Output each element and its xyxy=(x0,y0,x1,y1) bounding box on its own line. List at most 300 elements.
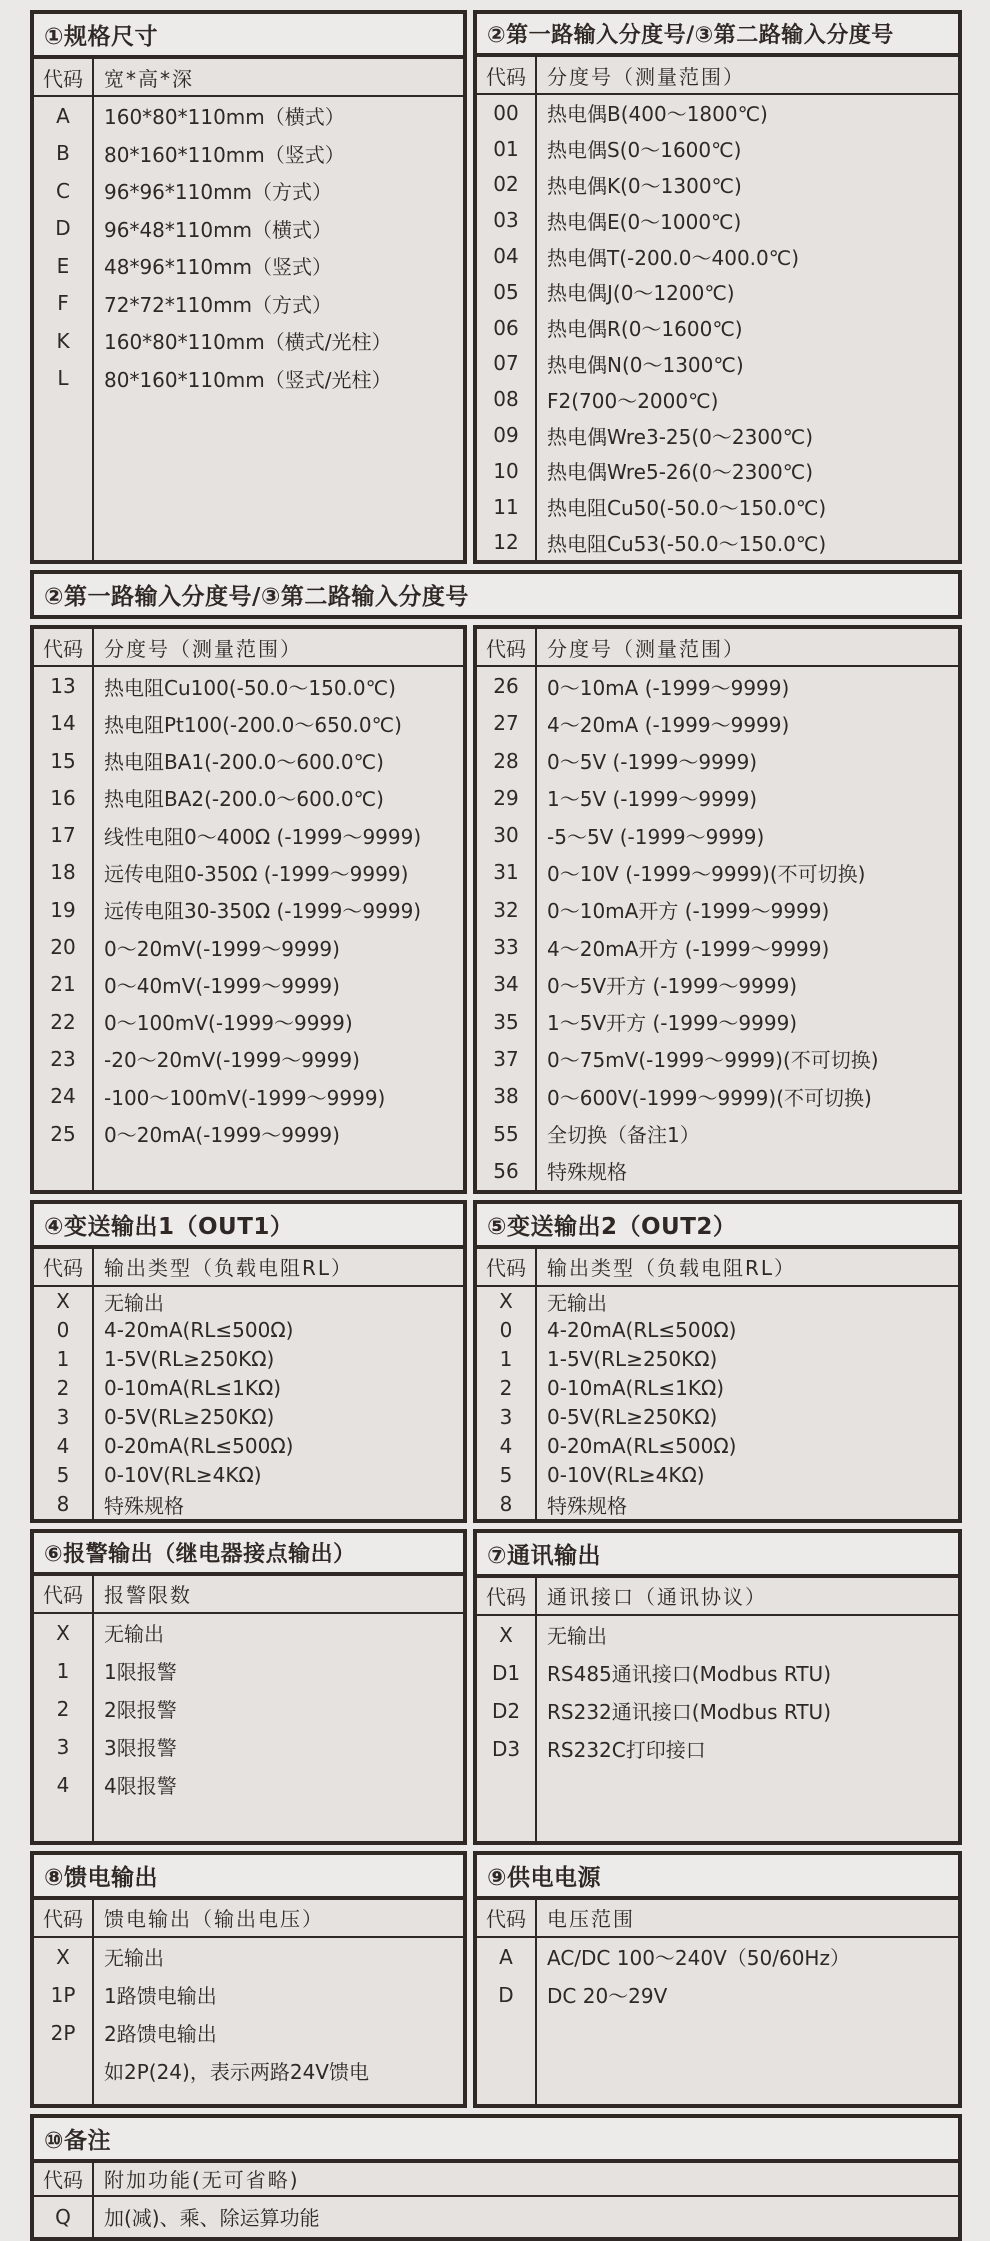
column-header-row xyxy=(477,1900,958,1938)
code-column-header: 代码 xyxy=(43,2168,83,2193)
table-row xyxy=(477,310,958,346)
desc-cell: AC/DC 100～240V（50/60Hz） xyxy=(547,1946,850,1971)
desc-cell: -100～100mV(-1999～9999) xyxy=(104,1085,386,1110)
table-row xyxy=(34,928,463,965)
table-row xyxy=(477,966,958,1003)
column-header-row xyxy=(34,1900,463,1938)
code-cell: 00 xyxy=(493,100,519,125)
table-row xyxy=(477,1287,958,1316)
desc-cell: 无输出 xyxy=(104,1946,164,1971)
table-row xyxy=(34,1938,463,1976)
desc-cell: 无输出 xyxy=(104,1290,164,1315)
code-cell: B xyxy=(56,141,70,166)
code-cell: 3 xyxy=(56,1734,70,1759)
table-row xyxy=(477,1115,958,1152)
desc-cell: 0～100mV(-1999～9999) xyxy=(104,1011,353,1036)
code-cell: 4 xyxy=(56,1772,70,1797)
desc-cell: 热电偶T(-200.0～400.0℃) xyxy=(547,245,800,270)
code-cell: 22 xyxy=(50,1009,76,1034)
code-cell: 3 xyxy=(56,1405,70,1430)
table-row xyxy=(34,1040,463,1077)
table-row xyxy=(477,95,958,131)
table-row xyxy=(477,453,958,489)
code-cell: 4 xyxy=(56,1434,70,1459)
table-row xyxy=(477,928,958,965)
table-body xyxy=(477,95,958,560)
section-input-range-right xyxy=(473,625,962,1193)
table-row xyxy=(34,1432,463,1461)
table-body xyxy=(477,1287,958,1519)
code-cell: L xyxy=(57,366,69,391)
table-row xyxy=(477,1616,958,1654)
code-cell: 0 xyxy=(56,1318,70,1343)
desc-cell: 96*96*110mm（方式） xyxy=(104,180,333,205)
table-body xyxy=(477,667,958,1189)
desc-cell: 4-20mA(RL≤500Ω) xyxy=(547,1318,737,1343)
column-divider xyxy=(92,1576,94,1841)
desc-cell: 全切换（备注1） xyxy=(547,1123,700,1148)
code-cell: X xyxy=(56,1944,70,1969)
desc-cell: 80*160*110mm（竖式/光柱） xyxy=(104,367,392,392)
table-row xyxy=(34,667,463,704)
code-cell: 15 xyxy=(50,748,76,773)
code-cell: 2 xyxy=(56,1696,70,1721)
table-row xyxy=(34,1316,463,1345)
column-header-row xyxy=(34,59,463,97)
desc-cell: 160*80*110mm（横式） xyxy=(104,105,345,130)
column-divider xyxy=(535,57,537,560)
desc-cell: 热电偶N(0～1300℃) xyxy=(547,352,744,377)
desc-cell: 0～5V (-1999～9999) xyxy=(547,750,758,775)
column-divider xyxy=(535,629,537,1189)
table-row xyxy=(34,2197,958,2237)
table-body xyxy=(477,1616,958,1841)
table-row xyxy=(477,525,958,561)
code-cell: X xyxy=(499,1622,513,1647)
table-body xyxy=(34,1938,463,2104)
desc-cell: 2路馈电输出 xyxy=(104,2022,217,2047)
table-row xyxy=(34,2052,463,2090)
code-cell: 32 xyxy=(493,897,519,922)
desc-cell: 热电阻Pt100(-200.0～650.0℃) xyxy=(104,712,402,737)
code-cell: 14 xyxy=(50,711,76,736)
code-cell: 28 xyxy=(493,748,519,773)
column-header-row xyxy=(477,57,958,95)
table-row xyxy=(34,2014,463,2052)
desc-cell: 0-20mA(RL≤500Ω) xyxy=(104,1434,294,1459)
desc-column-header: 分度号（测量范围） xyxy=(104,636,302,661)
table-row xyxy=(34,742,463,779)
table-row xyxy=(477,202,958,238)
desc-cell: RS485通讯接口(Modbus RTU) xyxy=(547,1662,832,1687)
column-divider xyxy=(92,2163,94,2237)
code-cell: 04 xyxy=(493,244,519,269)
desc-cell: 1～5V (-1999～9999) xyxy=(547,787,758,812)
code-cell: 10 xyxy=(493,458,519,483)
code-cell: 2 xyxy=(56,1376,70,1401)
section-remarks-title: ⑩备注 xyxy=(34,2118,958,2163)
section-input-range-top xyxy=(473,10,962,564)
table-row xyxy=(34,1374,463,1403)
desc-cell: 无输出 xyxy=(104,1622,164,1647)
code-cell: 2P xyxy=(50,2020,76,2045)
desc-cell: 无输出 xyxy=(547,1290,607,1315)
section-input-range-continued-header xyxy=(30,570,962,619)
desc-column-header: 宽*高*深 xyxy=(104,66,194,91)
table-row xyxy=(34,966,463,1003)
desc-cell: 0～600V(-1999～9999)(不可切换) xyxy=(547,1085,872,1110)
table-row xyxy=(34,322,463,360)
section-remarks xyxy=(30,2114,962,2241)
table-row xyxy=(34,1345,463,1374)
code-cell: 34 xyxy=(493,972,519,997)
code-cell: X xyxy=(56,1620,70,1645)
table-row xyxy=(34,1403,463,1432)
code-cell: 05 xyxy=(493,279,519,304)
desc-cell: 热电阻BA1(-200.0～600.0℃) xyxy=(104,750,384,775)
code-cell: 19 xyxy=(50,897,76,922)
input-range-right-table xyxy=(477,629,958,1189)
desc-cell: 远传电阻0-350Ω (-1999～9999) xyxy=(104,861,409,886)
desc-cell: 0-5V(RL≥250KΩ) xyxy=(104,1405,275,1430)
table-row xyxy=(34,210,463,248)
desc-cell: 热电阻Cu100(-50.0～150.0℃) xyxy=(104,675,396,700)
spec-size-table xyxy=(34,59,463,560)
desc-column-header: 输出类型（负载电阻RL） xyxy=(547,1256,797,1281)
desc-cell: 2限报警 xyxy=(104,1698,177,1723)
column-divider xyxy=(92,1900,94,2104)
desc-cell: 特殊规格 xyxy=(547,1493,627,1518)
table-row xyxy=(477,1152,958,1189)
code-cell: 1 xyxy=(56,1658,70,1683)
code-cell: 09 xyxy=(493,423,519,448)
section-retransmission-out2 xyxy=(473,1200,962,1523)
code-cell: 1 xyxy=(56,1347,70,1372)
desc-cell: 1～5V开方 (-1999～9999) xyxy=(547,1011,798,1036)
code-cell: 24 xyxy=(50,1084,76,1109)
section-out1-title: ④变送输出1（OUT1） xyxy=(34,1204,463,1249)
column-divider xyxy=(92,59,94,560)
code-cell: 18 xyxy=(50,860,76,885)
band-3 xyxy=(30,625,962,1193)
section-power-supply-title: ⑨供电电源 xyxy=(477,1855,958,1900)
code-column-header: 代码 xyxy=(43,636,83,661)
code-cell: 12 xyxy=(493,530,519,555)
code-cell: D1 xyxy=(491,1660,521,1685)
desc-cell: 热电偶Wre3-25(0～2300℃) xyxy=(547,424,814,449)
code-cell: F xyxy=(57,291,69,316)
code-cell: D2 xyxy=(491,1698,521,1723)
table-row xyxy=(477,1692,958,1730)
desc-cell: F2(700～2000℃) xyxy=(547,388,719,413)
desc-cell: 0～20mA(-1999～9999) xyxy=(104,1123,340,1148)
desc-cell: 3限报警 xyxy=(104,1736,177,1761)
code-column-header: 代码 xyxy=(43,66,83,91)
desc-cell: 1限报警 xyxy=(104,1660,177,1685)
code-cell: 25 xyxy=(50,1121,76,1146)
desc-cell: 0-20mA(RL≤500Ω) xyxy=(547,1434,737,1459)
table-row xyxy=(34,1115,463,1152)
section-input-range-top-title: ②第一路输入分度号/③第二路输入分度号 xyxy=(477,14,958,57)
code-cell: 8 xyxy=(499,1492,513,1517)
code-cell: 55 xyxy=(493,1121,519,1146)
table-row xyxy=(34,285,463,323)
input-range-left-table xyxy=(34,629,463,1189)
table-row xyxy=(477,1432,958,1461)
desc-cell: 0～10mA (-1999～9999) xyxy=(547,675,790,700)
band-2 xyxy=(30,570,962,619)
section-input-range-left xyxy=(30,625,467,1193)
desc-cell: 0-5V(RL≥250KΩ) xyxy=(547,1405,718,1430)
band-4 xyxy=(30,1200,962,1523)
section-retransmission-out1 xyxy=(30,1200,467,1523)
table-row xyxy=(477,417,958,453)
desc-cell: 热电偶E(0～1000℃) xyxy=(547,209,742,234)
table-row xyxy=(34,891,463,928)
code-cell: 56 xyxy=(493,1158,519,1183)
code-cell: 01 xyxy=(493,136,519,161)
table-row xyxy=(477,817,958,854)
desc-cell: 热电偶B(400～1800℃) xyxy=(547,102,768,127)
table-row xyxy=(34,1976,463,2014)
code-cell: 30 xyxy=(493,823,519,848)
ordering-code-sheet xyxy=(30,10,962,2241)
table-row xyxy=(477,381,958,417)
desc-cell: 热电阻Cu53(-50.0～150.0℃) xyxy=(547,531,827,556)
code-cell: 06 xyxy=(493,315,519,340)
desc-cell: 加(减)、乘、除运算功能 xyxy=(104,2206,320,2231)
column-header-row xyxy=(34,2163,958,2197)
code-column-header: 代码 xyxy=(486,1907,526,1932)
desc-cell: 0-10V(RL≥4KΩ) xyxy=(547,1463,705,1488)
code-cell: 8 xyxy=(56,1492,70,1517)
column-divider xyxy=(535,1249,537,1519)
desc-cell: 4～20mA开方 (-1999～9999) xyxy=(547,936,830,961)
communication-table xyxy=(477,1578,958,1841)
table-row xyxy=(34,1003,463,1040)
desc-column-header: 通讯接口（通讯协议） xyxy=(547,1585,767,1610)
table-row xyxy=(477,1461,958,1490)
code-cell: 16 xyxy=(50,785,76,810)
code-cell: 13 xyxy=(50,674,76,698)
power-supply-table xyxy=(477,1900,958,2104)
desc-cell: 热电偶R(0～1600℃) xyxy=(547,317,743,342)
desc-cell: 如2P(24)，表示两路24V馈电 xyxy=(104,2060,369,2085)
table-row xyxy=(34,779,463,816)
section-feed-power-output xyxy=(30,1851,467,2108)
table-row xyxy=(477,1403,958,1432)
band-5 xyxy=(30,1529,962,1845)
table-row xyxy=(477,238,958,274)
code-cell: 27 xyxy=(493,711,519,736)
code-cell: 0 xyxy=(499,1318,513,1343)
desc-cell: 无输出 xyxy=(547,1624,607,1649)
table-row xyxy=(477,705,958,742)
code-cell: 26 xyxy=(493,674,519,698)
code-cell: A xyxy=(56,103,70,128)
input-range-top-table xyxy=(477,57,958,560)
desc-cell: 热电偶Wre5-26(0～2300℃) xyxy=(547,460,814,485)
table-body xyxy=(34,1287,463,1519)
code-cell: 5 xyxy=(499,1463,513,1488)
desc-cell: 4-20mA(RL≤500Ω) xyxy=(104,1318,294,1343)
code-cell: 29 xyxy=(493,785,519,810)
section-spec-size-title: ①规格尺寸 xyxy=(34,14,463,59)
table-row xyxy=(34,705,463,742)
desc-cell: 4限报警 xyxy=(104,1774,177,1799)
table-row xyxy=(34,247,463,285)
desc-cell: 0-10V(RL≥4KΩ) xyxy=(104,1463,262,1488)
table-row xyxy=(477,854,958,891)
column-divider xyxy=(535,1578,537,1841)
desc-cell: 0～20mV(-1999～9999) xyxy=(104,936,340,961)
code-cell: 23 xyxy=(50,1046,76,1071)
table-row xyxy=(34,360,463,398)
out1-table xyxy=(34,1249,463,1519)
desc-cell: 热电偶S(0～1600℃) xyxy=(547,138,742,163)
table-row xyxy=(34,854,463,891)
code-cell: 3 xyxy=(499,1405,513,1430)
desc-cell: 线性电阻0～400Ω (-1999～9999) xyxy=(104,824,422,849)
desc-cell: 特殊规格 xyxy=(547,1160,627,1185)
code-cell: X xyxy=(499,1289,513,1314)
table-row xyxy=(477,489,958,525)
code-cell: 21 xyxy=(50,972,76,997)
table-row xyxy=(477,1654,958,1692)
desc-cell: -5～5V (-1999～9999) xyxy=(547,824,765,849)
table-row xyxy=(477,167,958,203)
section-input-range-continued-title: ②第一路输入分度号/③第二路输入分度号 xyxy=(34,574,958,615)
code-cell: 02 xyxy=(493,172,519,197)
table-row xyxy=(34,1490,463,1519)
table-row xyxy=(477,274,958,310)
table-row xyxy=(34,1728,463,1766)
code-cell: Q xyxy=(55,2204,71,2229)
table-row xyxy=(477,1976,958,2014)
table-row xyxy=(34,1690,463,1728)
code-column-header: 代码 xyxy=(43,1256,83,1281)
table-row xyxy=(477,1345,958,1374)
code-cell: E xyxy=(56,253,70,278)
remarks-table xyxy=(34,2163,958,2237)
table-row xyxy=(34,1652,463,1690)
desc-cell: 1-5V(RL≥250KΩ) xyxy=(547,1347,718,1372)
table-body xyxy=(34,1614,463,1841)
band-6 xyxy=(30,1851,962,2108)
code-cell: 03 xyxy=(493,208,519,233)
column-divider xyxy=(92,629,94,1189)
table-row xyxy=(34,1078,463,1115)
desc-cell: 72*72*110mm（方式） xyxy=(104,292,333,317)
table-row xyxy=(34,1461,463,1490)
desc-cell: 0～40mV(-1999～9999) xyxy=(104,973,340,998)
desc-cell: 1-5V(RL≥250KΩ) xyxy=(104,1347,275,1372)
table-row xyxy=(477,779,958,816)
table-row xyxy=(477,891,958,928)
section-alarm-title: ⑥报警输出（继电器接点输出） xyxy=(34,1533,463,1576)
desc-column-header: 附加功能(无可省略) xyxy=(104,2168,300,2193)
table-row xyxy=(34,1614,463,1652)
desc-cell: 热电偶K(0～1300℃) xyxy=(547,173,742,198)
desc-cell: RS232C打印接口 xyxy=(547,1738,706,1763)
column-divider xyxy=(92,1249,94,1519)
table-row xyxy=(34,1766,463,1804)
alarm-table xyxy=(34,1576,463,1841)
desc-cell: 热电阻Cu50(-50.0～150.0℃) xyxy=(547,496,827,521)
table-row xyxy=(477,1730,958,1768)
desc-cell: RS232通讯接口(Modbus RTU) xyxy=(547,1700,832,1725)
table-row xyxy=(477,1938,958,1976)
desc-cell: 4～20mA (-1999～9999) xyxy=(547,712,790,737)
code-cell: 37 xyxy=(493,1046,519,1071)
code-cell: 08 xyxy=(493,387,519,412)
table-row xyxy=(477,1003,958,1040)
code-cell: 4 xyxy=(499,1434,513,1459)
table-body xyxy=(34,2197,958,2237)
table-row xyxy=(477,1374,958,1403)
table-body xyxy=(477,1938,958,2104)
desc-cell: 0～10mA开方 (-1999～9999) xyxy=(547,899,830,924)
code-column-header: 代码 xyxy=(486,1256,526,1281)
section-communication-title: ⑦通讯输出 xyxy=(477,1533,958,1578)
code-cell: 35 xyxy=(493,1009,519,1034)
code-cell: 31 xyxy=(493,860,519,885)
table-row xyxy=(477,1490,958,1519)
desc-column-header: 分度号（测量范围） xyxy=(547,64,745,89)
code-column-header: 代码 xyxy=(486,636,526,661)
table-row xyxy=(477,131,958,167)
section-spec-size xyxy=(30,10,467,564)
desc-cell: 热电偶J(0～1200℃) xyxy=(547,281,735,306)
desc-cell: 48*96*110mm（竖式） xyxy=(104,255,333,280)
desc-cell: 80*160*110mm（竖式） xyxy=(104,142,345,167)
desc-cell: 0～5V开方 (-1999～9999) xyxy=(547,973,798,998)
desc-cell: 1路馈电输出 xyxy=(104,1984,217,2009)
code-cell: C xyxy=(56,178,70,203)
table-row xyxy=(34,172,463,210)
table-row xyxy=(34,817,463,854)
code-cell: 11 xyxy=(493,494,519,519)
section-power-supply xyxy=(473,1851,962,2108)
code-cell: 20 xyxy=(50,935,76,960)
out2-table xyxy=(477,1249,958,1519)
code-cell: 1P xyxy=(50,1982,76,2007)
code-cell: 17 xyxy=(50,823,76,848)
band-7 xyxy=(30,2114,962,2241)
section-alarm-output xyxy=(30,1529,467,1845)
desc-cell: DC 20～29V xyxy=(547,1984,668,2009)
table-row xyxy=(477,1078,958,1115)
table-row xyxy=(477,742,958,779)
desc-column-header: 馈电输出（输出电压） xyxy=(104,1907,324,1932)
column-header-row xyxy=(34,1576,463,1614)
table-body xyxy=(34,97,463,560)
code-column-header: 代码 xyxy=(486,64,526,89)
desc-cell: 0-10mA(RL≤1KΩ) xyxy=(547,1376,725,1401)
code-cell: D3 xyxy=(491,1736,521,1761)
desc-cell: 96*48*110mm（横式） xyxy=(104,217,333,242)
desc-cell: 远传电阻30-350Ω (-1999～9999) xyxy=(104,899,422,924)
table-row xyxy=(34,135,463,173)
column-header-row xyxy=(477,1578,958,1616)
desc-cell: 160*80*110mm（横式/光柱） xyxy=(104,330,392,355)
code-cell: K xyxy=(56,328,70,353)
desc-cell: 0-10mA(RL≤1KΩ) xyxy=(104,1376,282,1401)
column-header-row xyxy=(34,1249,463,1287)
code-cell: 07 xyxy=(493,351,519,376)
desc-cell: 特殊规格 xyxy=(104,1493,184,1518)
code-cell: D xyxy=(498,1982,514,2007)
